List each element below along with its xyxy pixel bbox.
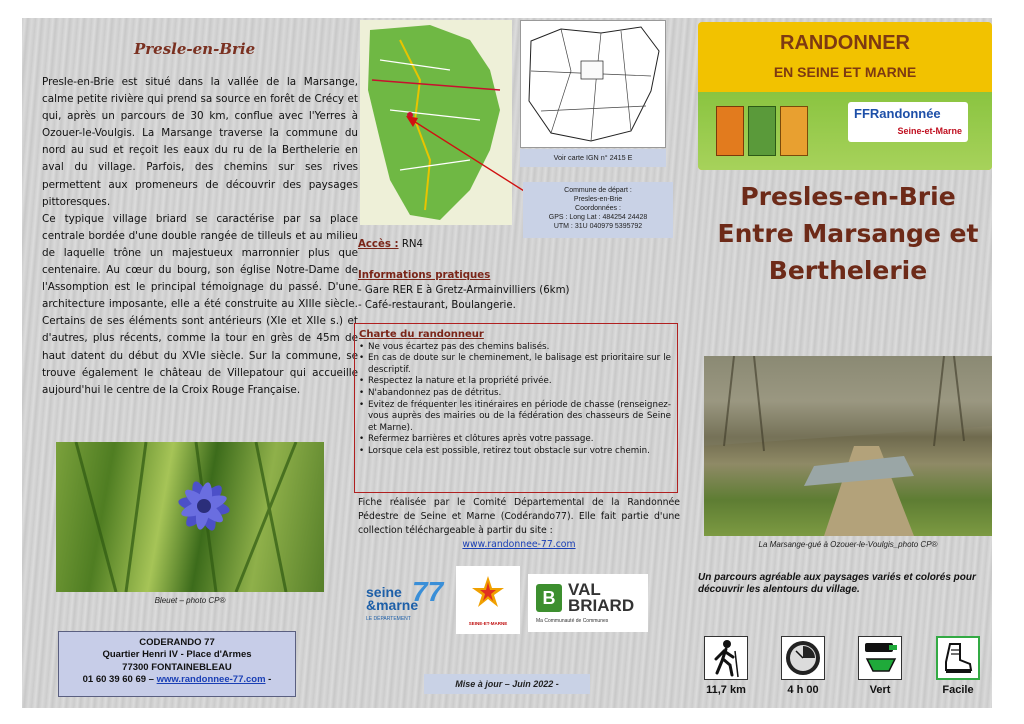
charter-item: • Refermez barrières et clôtures après votre passage. bbox=[359, 434, 671, 446]
logo-val: VAL bbox=[568, 580, 601, 599]
cornflower-photo bbox=[56, 442, 324, 592]
departure-commune: Presles-en-Brie bbox=[573, 196, 623, 203]
ford-photo-caption: La Marsange-gué à Ozouer-le-Voulgis_photo CP® bbox=[758, 540, 938, 549]
duration-stat bbox=[777, 636, 829, 696]
utm-coordinates: UTM : 31U 040979 5395792 bbox=[553, 223, 643, 230]
gps-coordinates: GPS : Long Lat : 484254 24428 bbox=[548, 214, 648, 221]
contact-line bbox=[59, 674, 295, 686]
logo-val-sub: Ma Communauté de Communes bbox=[536, 618, 609, 624]
charter-item: • En cas de doute sur le cheminement, le balisage est prioritaire sur le descriptif. bbox=[359, 353, 671, 376]
description-paragraph-1: Presle-en-Brie est situé dans la vallée de la Marsange, calme petite rivière qui prend sa source en forêt de Crécy et qui, après un parcours de 30 km, conflue avec l'Yerres à Ozouer-le-Voulgis. La Marsange traverse la commune du nord au sud et reçoit les eaux du ru de la Berthelerie en aval du village. Parfois, des chemins sur ses rives permettent aux promeneurs de découvrir des paysages pittoresques. bbox=[42, 76, 358, 208]
charter-item: • Respectez la nature et la propriété privée. bbox=[359, 376, 671, 388]
banner-subtitle: EN SEINE ET MARNE bbox=[773, 64, 917, 80]
coordinates-label: Coordonnées : bbox=[575, 205, 621, 212]
difficulty-color-stat bbox=[854, 636, 906, 696]
credits-website-link[interactable]: www.randonnee-77.com bbox=[462, 539, 576, 550]
difficulty-level-label: Facile bbox=[942, 684, 974, 696]
banner-title: RANDONNER bbox=[780, 32, 910, 54]
ffrandonnee-logo bbox=[848, 102, 968, 142]
contact-box bbox=[58, 631, 296, 697]
marsange-ford-photo bbox=[704, 356, 992, 536]
practical-info bbox=[358, 268, 569, 313]
hiker-icon bbox=[704, 636, 748, 680]
practical-info-title: Informations pratiques bbox=[358, 270, 491, 281]
difficulty-color-label: Vert bbox=[869, 684, 891, 696]
clock-icon bbox=[781, 636, 825, 680]
route-title bbox=[698, 178, 998, 289]
contact-address-1: Quartier Henri IV - Place d'Armes bbox=[102, 649, 252, 661]
credits-text: Fiche réalisée par le Comité Départemental de la Randonnée Pédestre de Seine et Marne (Codérando77). Elle fait partie d'une collection téléchargeable à partir du site : bbox=[358, 497, 680, 536]
logo-star-text: SEINE-ET-MARNE bbox=[468, 621, 508, 626]
logo-briard: BRIARD bbox=[568, 596, 635, 615]
description-paragraph-2: Ce typique village briard se caractérise par sa place centrale bordée d'une double rangée de tilleuls et au milieu de laquelle trône un majestueux marronnier plus que centenaire. Au cœur du bourg, son église Notre-Dame de l'Assomption est le principal témoignage du passé. D'une architecture imposante, elle a été construite au XIIIe siècle. Certains de ses éléments sont antérieurs (XIe et XIIe s.) et d'autres, plus récents, comme la tour en grès de 45m de haut datent du début du XVIe siècle. Sur la commune, se trouve également le château de Villepatour qui accueille aujourd'hui le centre de la Croix Rouge Française. bbox=[42, 212, 358, 396]
charter-list bbox=[359, 342, 671, 458]
marker-icon bbox=[858, 636, 902, 680]
logo-seine-sub: LE DÉPARTEMENT bbox=[366, 616, 411, 622]
boot-icon bbox=[936, 636, 980, 680]
charter-item: • N'abandonnez pas de détritus. bbox=[359, 388, 671, 400]
logo-seine-number: 77 bbox=[412, 576, 444, 607]
duration-label: 4 h 00 bbox=[787, 684, 819, 696]
charter-title: Charte du randonneur bbox=[359, 329, 484, 340]
charter-item: • Ne vous écartez pas des chemins balisés. bbox=[359, 342, 671, 354]
left-title: Presle-en-Brie bbox=[134, 40, 256, 58]
contact-name: CODERANDO 77 bbox=[139, 637, 215, 648]
star-icon bbox=[456, 566, 520, 616]
access-value: RN4 bbox=[401, 239, 423, 250]
ffr-logo-text: FFRandonnée bbox=[854, 106, 941, 121]
departure-info bbox=[523, 182, 673, 238]
seine-et-marne-logo bbox=[362, 574, 442, 628]
flower-photo-caption: Bleuet – photo CP® bbox=[154, 596, 226, 605]
distance-label: 11,7 km bbox=[706, 684, 746, 696]
ffr-logo-sub: Seine-et-Marne bbox=[897, 126, 962, 136]
ign-map-reference: Voir carte IGN n° 2415 E bbox=[520, 149, 666, 167]
val-briard-logo: B VAL BRIARD Ma Communauté de Communes bbox=[528, 574, 648, 632]
contact-trail: - bbox=[268, 673, 272, 685]
seine-et-marne-tourism-logo bbox=[456, 566, 520, 634]
left-description bbox=[42, 74, 358, 399]
contact-website-link[interactable]: www.randonnee-77.com bbox=[156, 673, 266, 685]
charter-item: • Lorsque cela est possible, retirez tout obstacle sur votre chemin. bbox=[359, 446, 671, 458]
route-title-line: Presles-en-Brie bbox=[740, 182, 956, 211]
brochure-sheet bbox=[22, 18, 992, 708]
contact-phone: 01 60 39 60 69 – bbox=[82, 673, 154, 685]
access-section bbox=[358, 239, 423, 250]
route-title-line: Berthelerie bbox=[768, 256, 928, 285]
charter-item: • Evitez de fréquenter les itinéraires en période de chasse (renseignez-vous auprès des mairies ou de la fédération des chasseurs de Seine et Marne). bbox=[359, 400, 671, 435]
logo-seine-line2: &marne bbox=[366, 597, 419, 613]
randonner-banner bbox=[698, 22, 992, 170]
distance-stat bbox=[700, 636, 752, 696]
hiker-charter bbox=[354, 323, 678, 493]
difficulty-level-stat bbox=[932, 636, 984, 696]
update-date: Mise à jour – Juin 2022 - bbox=[424, 674, 590, 694]
practical-info-item: - Gare RER E à Gretz-Armainvilliers (6km) bbox=[358, 285, 570, 296]
logo-seine-line1: seine bbox=[366, 584, 402, 600]
departure-label: Commune de départ : bbox=[564, 187, 632, 194]
route-tagline: Un parcours agréable aux paysages variés et colorés pour découvrir les alentours du village. bbox=[698, 572, 976, 595]
route-title-line: Entre Marsange et bbox=[717, 219, 979, 248]
access-label: Accès : bbox=[358, 239, 399, 250]
contact-address-2: 77300 FONTAINEBLEAU bbox=[122, 661, 232, 673]
credits bbox=[358, 496, 680, 552]
practical-info-item: - Café-restaurant, Boulangerie. bbox=[358, 300, 516, 311]
